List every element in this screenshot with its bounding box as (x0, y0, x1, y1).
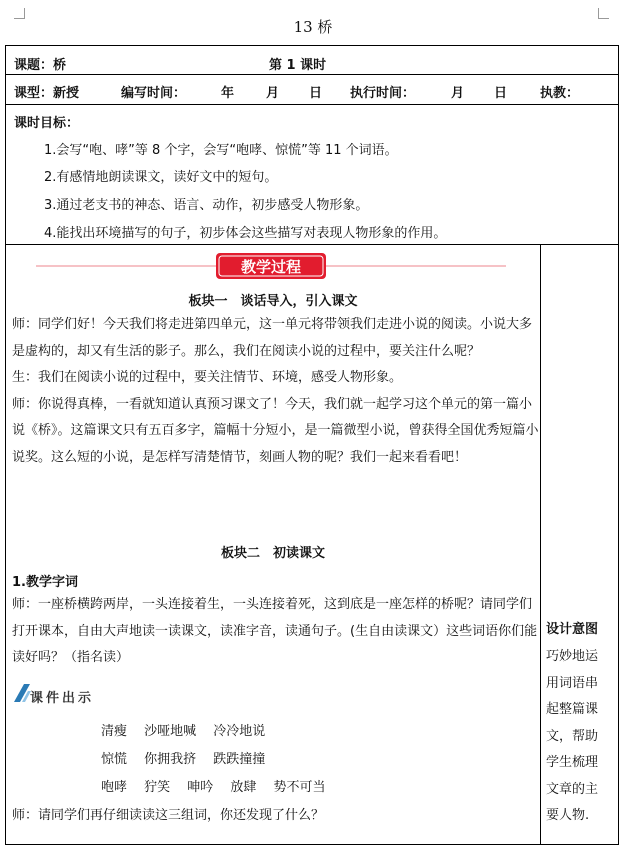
section-2-heading: 板块二 初读课文 (220, 546, 325, 561)
side-column-divider (540, 244, 541, 844)
design-intent-title: 设计意图 (546, 622, 599, 637)
courseware-icon (12, 682, 32, 704)
paragraph: 师：你说得真棒，一看就知道认真预习课文了！今天，我们就一起学习这个单元的第一篇小说《桥》。这篇课文只有五百多字，篇幅十分短小，是一篇微型小说，曾获得全国优秀短篇小说奖。这么短的小说，是怎样写清楚情节，刻画人物的呢？我们一起来看看吧！ (12, 396, 539, 465)
lesson-type: 课型：新授 (14, 86, 80, 101)
side-line: 起整篇课 (546, 702, 599, 717)
design-intent-text (546, 644, 610, 830)
closing-question: 师：请同学们再仔细读读这三组词，你还发现了什么？ (12, 808, 325, 823)
word-row: 惊慌 你拥我挤 跌跌撞撞 (101, 752, 266, 767)
write-day: 日 (309, 86, 323, 101)
teacher-label: 执教： (540, 86, 580, 101)
write-time-label: 编写时间： (121, 86, 187, 101)
side-line: 巧妙地运 (546, 649, 599, 664)
section-1-heading: 板块一 谈话导入，引入课文 (188, 294, 358, 309)
page-title: 13 桥 (293, 18, 333, 36)
section-1-body (12, 312, 540, 471)
exec-month: 月 (451, 86, 465, 101)
goals-label: 课时目标： (14, 116, 80, 131)
write-month: 月 (266, 86, 280, 101)
paragraph: 师：同学们好！今天我们将走进第四单元，这一单元将带领我们走进小说的阅读。小说大多是虚构的，却又有生活的影子。那么，我们在阅读小说的过程中，要关注什么呢？ (12, 317, 533, 359)
header-row-1 (14, 54, 610, 73)
subsection-heading: 1.教学字词 (12, 575, 78, 590)
side-line: 用词语串 (546, 675, 599, 691)
write-year: 年 (221, 86, 235, 101)
goal-item: 1.会写“咆、哮”等 8 个字，会写“咆哮、惊慌”等 11 个词语。 (44, 143, 398, 158)
paragraph: 生：我们在阅读小说的过程中，要关注情节、环境，感受人物形象。 (12, 370, 403, 385)
exec-time-label: 执行时间： (350, 86, 416, 101)
paragraph: 师：一座桥横跨两岸，一头连接着生，一头连接着死，这到底是一座怎样的桥呢？请同学们打开课本，自由大声地读一读课文，读准字音，读通句子。(生自由读课文）这些词语你们能读好吗？（指名读） (12, 597, 538, 665)
goal-item: 4.能找出环境描写的句子，初步体会这些描写对表现人物形象的作用。 (44, 226, 447, 241)
word-row: 咆哮 狞笑 呻吟 放肆 势不可当 (101, 780, 326, 795)
header-row-2 (14, 82, 610, 101)
exec-day: 日 (494, 86, 508, 101)
period-label: 第 1 课时 (269, 58, 327, 73)
side-line: 文章的主 (546, 781, 599, 797)
goal-item: 2.有感情地朗读课文，读好文中的短句。 (44, 170, 278, 185)
side-line: 学生梳理 (546, 755, 599, 770)
section-2-body (12, 592, 540, 672)
courseware-label: 课件出示 (30, 691, 95, 706)
topic-label: 课题：桥 (14, 58, 67, 73)
lesson-plan-table (5, 45, 619, 845)
goal-item: 3.通过老支书的神态、语言、动作，初步感受人物形象。 (44, 198, 369, 213)
side-line: 文，帮助 (546, 728, 599, 744)
banner-text: 教学过程 (240, 258, 301, 276)
word-row: 清瘦 沙哑地喊 冷冷地说 (101, 724, 266, 739)
side-line: 要人物. (546, 808, 590, 823)
